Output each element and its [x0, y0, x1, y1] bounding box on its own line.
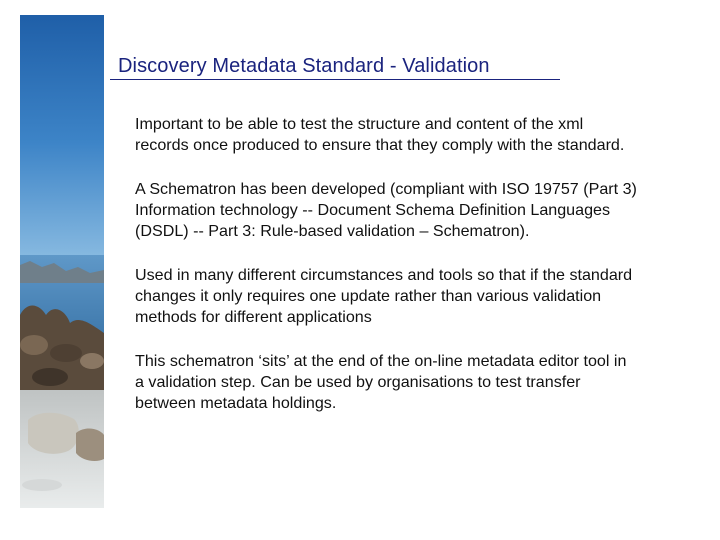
coastal-rocks-photo — [20, 15, 104, 508]
slide-title: Discovery Metadata Standard - Validation — [118, 55, 490, 77]
body-paragraph: Used in many different circumstances and tools so that if the standard changes it only requires one update rather than various validation methods for different applications — [135, 266, 633, 326]
body-paragraph: Important to be able to test the structure and content of the xml records once produced to ensure that they comply with the standard. — [135, 115, 625, 154]
title-underline — [110, 79, 560, 80]
slide-body — [135, 114, 705, 437]
body-paragraph: A Schematron has been developed (compliant with ISO 19757 (Part 3) Information technology -- Document Schema Definition Languages (DSDL) -- Part 3: Rule-based validation – Schematron). — [135, 180, 637, 240]
body-paragraph: This schematron ‘sits’ at the end of the on-line metadata editor tool in a validation step. Can be used by organisations to test transfer between metadata holdings. — [135, 352, 627, 412]
